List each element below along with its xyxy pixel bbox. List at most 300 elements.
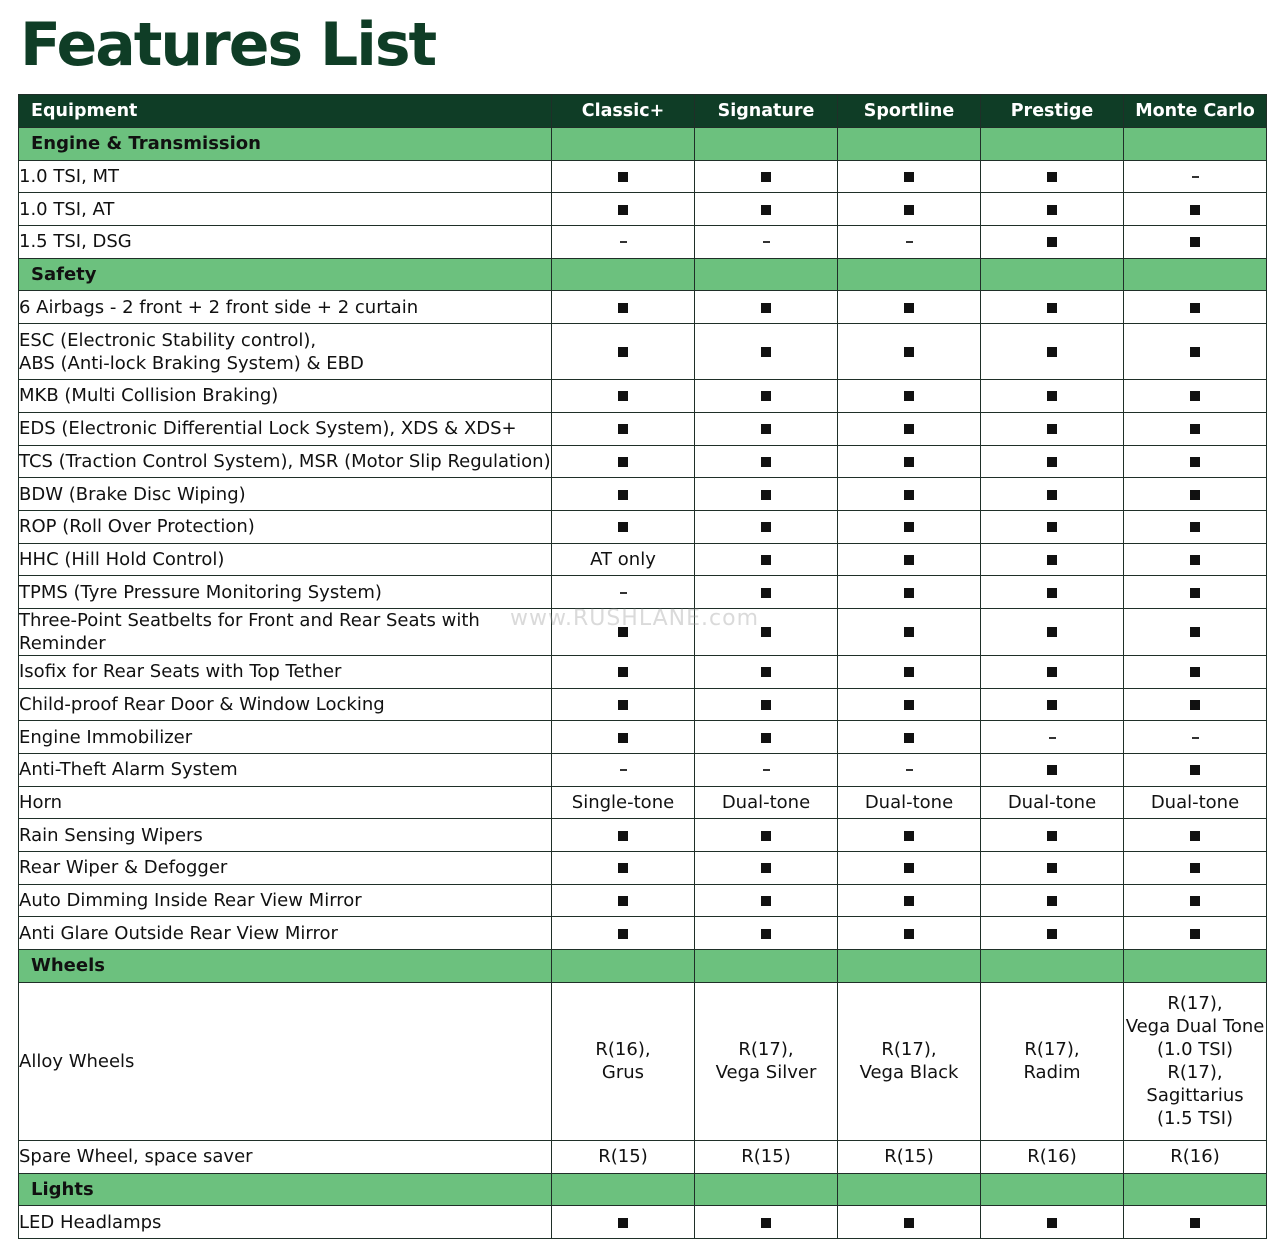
value-cell	[838, 324, 981, 380]
included-icon	[904, 205, 914, 215]
section-cell	[981, 1173, 1124, 1206]
value-cell	[981, 1206, 1124, 1239]
value-cell	[552, 688, 695, 721]
included-icon	[1190, 347, 1200, 357]
value-cell	[981, 754, 1124, 787]
included-icon	[904, 490, 914, 500]
included-icon	[1190, 237, 1200, 247]
not-available-icon	[620, 592, 627, 594]
section-cell	[1124, 1173, 1267, 1206]
value-cell	[838, 445, 981, 478]
value-cell	[695, 445, 838, 478]
value-cell	[552, 754, 695, 787]
feature-label: ESC (Electronic Stability control), ABS (Anti-lock Braking System) & EBD	[19, 324, 552, 380]
section-cell	[838, 128, 981, 161]
value-cell	[838, 478, 981, 511]
included-icon	[1190, 765, 1200, 775]
value-cell	[552, 608, 695, 655]
included-icon	[761, 700, 771, 710]
value-cell	[838, 688, 981, 721]
column-header: Prestige	[981, 95, 1124, 128]
feature-label: TPMS (Tyre Pressure Monitoring System)	[19, 576, 552, 609]
section-title: Wheels	[19, 950, 552, 983]
section-cell	[552, 1173, 695, 1206]
value-cell: R(15)	[695, 1140, 838, 1173]
included-icon	[618, 391, 628, 401]
value-cell	[695, 754, 838, 787]
table-row	[19, 160, 1267, 193]
value-cell	[981, 688, 1124, 721]
included-icon	[904, 1218, 914, 1228]
feature-label: Anti-Theft Alarm System	[19, 754, 552, 787]
included-icon	[1047, 347, 1057, 357]
included-icon	[761, 588, 771, 598]
included-icon	[761, 457, 771, 467]
feature-label: Alloy Wheels	[19, 982, 552, 1140]
table-row	[19, 576, 1267, 609]
section-row	[19, 1173, 1267, 1206]
value-cell	[838, 380, 981, 413]
value-cell	[838, 543, 981, 576]
value-cell	[981, 852, 1124, 885]
included-icon	[618, 424, 628, 434]
included-icon	[618, 831, 628, 841]
value-cell	[1124, 193, 1267, 226]
table-row	[19, 1140, 1267, 1173]
section-cell	[838, 1173, 981, 1206]
included-icon	[618, 522, 628, 532]
included-icon	[1190, 490, 1200, 500]
feature-label: HHC (Hill Hold Control)	[19, 543, 552, 576]
value-cell	[981, 576, 1124, 609]
included-icon	[904, 522, 914, 532]
included-icon	[618, 863, 628, 873]
table-row	[19, 608, 1267, 655]
section-row	[19, 950, 1267, 983]
section-cell	[695, 128, 838, 161]
value-cell	[695, 543, 838, 576]
value-cell	[981, 543, 1124, 576]
feature-label: Horn	[19, 786, 552, 819]
value-cell: Dual-tone	[1124, 786, 1267, 819]
features-table	[18, 94, 1267, 1239]
included-icon	[1190, 205, 1200, 215]
included-icon	[904, 588, 914, 598]
value-cell: Single-tone	[552, 786, 695, 819]
value-cell	[695, 478, 838, 511]
value-cell	[695, 160, 838, 193]
included-icon	[761, 555, 771, 565]
value-cell	[981, 291, 1124, 324]
included-icon	[1047, 929, 1057, 939]
included-icon	[1190, 424, 1200, 434]
included-icon	[1047, 1218, 1057, 1228]
value-cell	[981, 226, 1124, 259]
feature-label: TCS (Traction Control System), MSR (Motor Slip Regulation)	[19, 445, 552, 478]
included-icon	[904, 700, 914, 710]
section-cell	[552, 258, 695, 291]
value-cell	[838, 608, 981, 655]
table-row	[19, 754, 1267, 787]
table-row	[19, 819, 1267, 852]
value-cell	[981, 324, 1124, 380]
table-row	[19, 226, 1267, 259]
value-cell	[838, 1206, 981, 1239]
included-icon	[1190, 627, 1200, 637]
included-icon	[1047, 172, 1057, 182]
value-cell	[552, 917, 695, 950]
section-title: Engine & Transmission	[19, 128, 552, 161]
feature-label: Rear Wiper & Defogger	[19, 852, 552, 885]
value-cell	[552, 193, 695, 226]
not-available-icon	[906, 241, 913, 243]
table-row	[19, 852, 1267, 885]
value-cell	[552, 160, 695, 193]
included-icon	[618, 172, 628, 182]
included-icon	[1047, 667, 1057, 677]
value-cell	[838, 655, 981, 688]
included-icon	[1190, 700, 1200, 710]
column-header: Classic+	[552, 95, 695, 128]
value-cell	[838, 884, 981, 917]
value-cell	[695, 193, 838, 226]
table-row	[19, 412, 1267, 445]
included-icon	[904, 896, 914, 906]
included-icon	[761, 863, 771, 873]
value-cell	[1124, 510, 1267, 543]
included-icon	[1190, 863, 1200, 873]
value-cell: R(17), Vega Dual Tone (1.0 TSI) R(17), Sagittarius (1.5 TSI)	[1124, 982, 1267, 1140]
value-cell	[552, 380, 695, 413]
feature-label: Isofix for Rear Seats with Top Tether	[19, 655, 552, 688]
value-cell	[695, 510, 838, 543]
value-cell: Dual-tone	[838, 786, 981, 819]
included-icon	[1047, 765, 1057, 775]
table-row	[19, 1206, 1267, 1239]
value-cell	[552, 655, 695, 688]
included-icon	[1047, 391, 1057, 401]
feature-label: ROP (Roll Over Protection)	[19, 510, 552, 543]
included-icon	[761, 929, 771, 939]
value-cell	[695, 688, 838, 721]
value-cell	[1124, 380, 1267, 413]
included-icon	[761, 424, 771, 434]
not-available-icon	[1192, 737, 1199, 739]
value-cell	[981, 380, 1124, 413]
value-cell	[552, 478, 695, 511]
value-cell	[981, 193, 1124, 226]
value-cell	[1124, 754, 1267, 787]
feature-label: 1.5 TSI, DSG	[19, 226, 552, 259]
table-body	[19, 128, 1267, 1239]
included-icon	[904, 667, 914, 677]
included-icon	[1047, 831, 1057, 841]
feature-label: BDW (Brake Disc Wiping)	[19, 478, 552, 511]
included-icon	[761, 303, 771, 313]
value-cell	[695, 819, 838, 852]
section-cell	[838, 950, 981, 983]
header-row	[19, 95, 1267, 128]
included-icon	[904, 733, 914, 743]
value-cell	[1124, 884, 1267, 917]
included-icon	[618, 347, 628, 357]
value-cell	[1124, 655, 1267, 688]
value-cell	[552, 1206, 695, 1239]
not-available-icon	[763, 241, 770, 243]
value-cell: R(15)	[838, 1140, 981, 1173]
value-cell	[981, 884, 1124, 917]
not-available-icon	[906, 769, 913, 771]
included-icon	[761, 896, 771, 906]
table-row	[19, 510, 1267, 543]
table-row	[19, 982, 1267, 1140]
included-icon	[618, 490, 628, 500]
table-row	[19, 445, 1267, 478]
included-icon	[618, 733, 628, 743]
value-cell	[838, 721, 981, 754]
included-icon	[904, 391, 914, 401]
watermark: www.RUSHLANE.com	[510, 606, 759, 631]
included-icon	[904, 424, 914, 434]
feature-label: MKB (Multi Collision Braking)	[19, 380, 552, 413]
value-cell	[838, 226, 981, 259]
included-icon	[1190, 555, 1200, 565]
included-icon	[1190, 1218, 1200, 1228]
value-cell	[552, 576, 695, 609]
included-icon	[618, 457, 628, 467]
value-cell: R(16)	[981, 1140, 1124, 1173]
value-cell	[695, 884, 838, 917]
section-cell	[552, 128, 695, 161]
table-row	[19, 917, 1267, 950]
feature-label: 1.0 TSI, MT	[19, 160, 552, 193]
included-icon	[1047, 424, 1057, 434]
value-cell	[552, 852, 695, 885]
section-cell	[695, 258, 838, 291]
included-icon	[904, 172, 914, 182]
value-cell	[695, 291, 838, 324]
page-title: Features List	[20, 10, 436, 80]
included-icon	[1047, 303, 1057, 313]
value-cell	[1124, 688, 1267, 721]
section-cell	[1124, 128, 1267, 161]
value-cell	[695, 655, 838, 688]
included-icon	[1047, 205, 1057, 215]
feature-label: Three-Point Seatbelts for Front and Rear Seats with Reminder	[19, 608, 552, 655]
value-cell	[1124, 412, 1267, 445]
feature-label: Anti Glare Outside Rear View Mirror	[19, 917, 552, 950]
value-cell	[1124, 478, 1267, 511]
included-icon	[904, 555, 914, 565]
value-cell	[552, 884, 695, 917]
value-cell	[552, 291, 695, 324]
included-icon	[618, 700, 628, 710]
value-cell	[1124, 291, 1267, 324]
included-icon	[1190, 929, 1200, 939]
value-cell: Dual-tone	[981, 786, 1124, 819]
feature-label: Auto Dimming Inside Rear View Mirror	[19, 884, 552, 917]
included-icon	[1047, 555, 1057, 565]
value-cell	[695, 324, 838, 380]
included-icon	[1190, 457, 1200, 467]
value-cell	[695, 1206, 838, 1239]
value-cell	[981, 917, 1124, 950]
included-icon	[1190, 588, 1200, 598]
table-row	[19, 688, 1267, 721]
not-available-icon	[1049, 737, 1056, 739]
section-cell	[1124, 258, 1267, 291]
value-cell: R(15)	[552, 1140, 695, 1173]
value-cell: R(17), Vega Silver	[695, 982, 838, 1140]
included-icon	[904, 863, 914, 873]
included-icon	[904, 929, 914, 939]
included-icon	[618, 667, 628, 677]
table-row	[19, 193, 1267, 226]
included-icon	[618, 627, 628, 637]
included-icon	[618, 896, 628, 906]
not-available-icon	[763, 769, 770, 771]
value-cell	[695, 917, 838, 950]
value-cell	[552, 226, 695, 259]
value-cell	[695, 576, 838, 609]
included-icon	[904, 347, 914, 357]
table-row	[19, 324, 1267, 380]
table-row	[19, 543, 1267, 576]
included-icon	[761, 490, 771, 500]
included-icon	[761, 733, 771, 743]
value-cell: R(16)	[1124, 1140, 1267, 1173]
included-icon	[904, 303, 914, 313]
section-row	[19, 128, 1267, 161]
value-cell	[838, 193, 981, 226]
included-icon	[1190, 667, 1200, 677]
section-cell	[695, 1173, 838, 1206]
included-icon	[1190, 303, 1200, 313]
value-cell	[1124, 226, 1267, 259]
included-icon	[761, 347, 771, 357]
value-cell	[981, 160, 1124, 193]
value-cell	[552, 510, 695, 543]
value-cell	[552, 819, 695, 852]
value-cell	[838, 576, 981, 609]
section-title: Lights	[19, 1173, 552, 1206]
column-header: Sportline	[838, 95, 981, 128]
included-icon	[618, 1218, 628, 1228]
value-cell	[838, 852, 981, 885]
value-cell: R(17), Vega Black	[838, 982, 981, 1140]
table-row	[19, 786, 1267, 819]
value-cell	[1124, 543, 1267, 576]
included-icon	[618, 929, 628, 939]
included-icon	[761, 205, 771, 215]
value-cell	[981, 510, 1124, 543]
value-cell	[981, 655, 1124, 688]
column-header: Monte Carlo	[1124, 95, 1267, 128]
feature-label: Spare Wheel, space saver	[19, 1140, 552, 1173]
included-icon	[904, 457, 914, 467]
feature-label: 1.0 TSI, AT	[19, 193, 552, 226]
section-cell	[838, 258, 981, 291]
section-cell	[981, 258, 1124, 291]
value-cell	[838, 754, 981, 787]
value-cell	[981, 478, 1124, 511]
value-cell	[1124, 852, 1267, 885]
section-cell	[695, 950, 838, 983]
value-cell: R(17), Radim	[981, 982, 1124, 1140]
included-icon	[1047, 237, 1057, 247]
included-icon	[761, 667, 771, 677]
section-cell	[552, 950, 695, 983]
included-icon	[1047, 896, 1057, 906]
feature-label: Rain Sensing Wipers	[19, 819, 552, 852]
value-cell	[1124, 819, 1267, 852]
column-header: Equipment	[19, 95, 552, 128]
value-cell	[552, 445, 695, 478]
feature-label: LED Headlamps	[19, 1206, 552, 1239]
included-icon	[1190, 896, 1200, 906]
not-available-icon	[620, 769, 627, 771]
value-cell	[552, 721, 695, 754]
included-icon	[761, 172, 771, 182]
value-cell	[1124, 917, 1267, 950]
included-icon	[761, 1218, 771, 1228]
value-cell	[838, 160, 981, 193]
value-cell	[981, 819, 1124, 852]
not-available-icon	[620, 241, 627, 243]
value-cell	[981, 445, 1124, 478]
table-row	[19, 721, 1267, 754]
value-cell	[695, 852, 838, 885]
value-cell	[1124, 576, 1267, 609]
value-cell	[1124, 1206, 1267, 1239]
value-cell	[695, 226, 838, 259]
value-cell	[695, 412, 838, 445]
section-cell	[981, 128, 1124, 161]
table-row	[19, 655, 1267, 688]
included-icon	[1047, 490, 1057, 500]
included-icon	[761, 391, 771, 401]
value-cell: Dual-tone	[695, 786, 838, 819]
section-title: Safety	[19, 258, 552, 291]
included-icon	[761, 627, 771, 637]
included-icon	[1190, 391, 1200, 401]
value-cell	[981, 412, 1124, 445]
included-icon	[1190, 522, 1200, 532]
feature-label: 6 Airbags - 2 front + 2 front side + 2 curtain	[19, 291, 552, 324]
table-row	[19, 478, 1267, 511]
value-cell: R(16), Grus	[552, 982, 695, 1140]
included-icon	[618, 205, 628, 215]
included-icon	[1047, 627, 1057, 637]
not-available-icon	[1192, 176, 1199, 178]
value-cell	[1124, 721, 1267, 754]
table-row	[19, 291, 1267, 324]
column-header: Signature	[695, 95, 838, 128]
section-cell	[981, 950, 1124, 983]
value-cell	[1124, 445, 1267, 478]
value-cell	[981, 608, 1124, 655]
included-icon	[1047, 588, 1057, 598]
included-icon	[1047, 522, 1057, 532]
included-icon	[618, 303, 628, 313]
included-icon	[1190, 831, 1200, 841]
value-cell	[695, 608, 838, 655]
included-icon	[761, 522, 771, 532]
value-cell	[1124, 160, 1267, 193]
feature-label: Engine Immobilizer	[19, 721, 552, 754]
value-cell	[695, 721, 838, 754]
feature-label: EDS (Electronic Differential Lock System), XDS & XDS+	[19, 412, 552, 445]
